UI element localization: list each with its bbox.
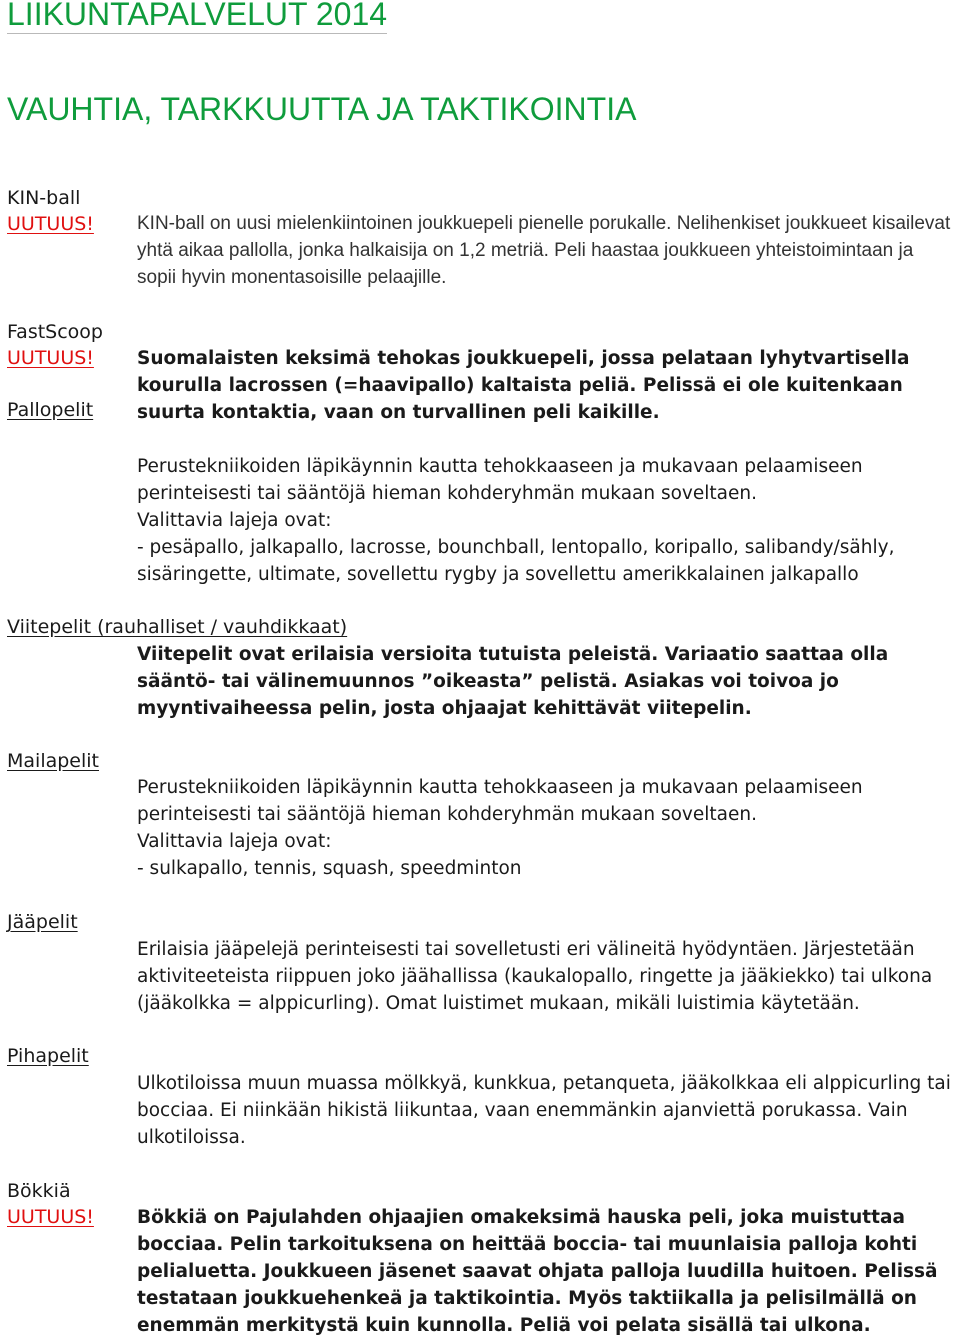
bokkia-label: Bökkiä — [7, 1180, 71, 1202]
pallopelit-list: - pesäpallo, jalkapallo, lacrosse, bounchball, lentopallo, koripallo, salibandy/sähly, sisäringette, ultimate, sovellettu rygby ja sovellettu amerikkalainen jalkapallo — [137, 537, 895, 585]
jaapelit-text: Erilaisia jääpelejä perinteisesti tai sovelletusti eri välineitä hyödyntäen. Järjestetään aktiviteeteista riippuen joko jäähallissa (kaukalopallo, ringette ja jääkiekko) tai ulkona (jääkolkka = alppicurling). Omat luistimet mukaan, mikäli luistimia käytetään. — [137, 939, 933, 1014]
pallopelit-intro: Perustekniikoiden läpikäynnin kautta tehokkaaseen ja mukavaan pelaamiseen perinteisesti tai sääntöjä hieman kohderyhmän mukaan soveltaen. — [137, 456, 863, 504]
fastscoop-label: FastScoop — [7, 321, 103, 343]
new-badge: UUTUUS! — [7, 213, 94, 235]
new-badge: UUTUUS! — [7, 347, 94, 369]
page-title: LIIKUNTAPALVELUT 2014 — [7, 0, 387, 33]
viitepelit-text: Viitepelit ovat erilaisia versioita tutuista peleistä. Variaatio saattaa olla sääntö- tai välinemuunnos ”oikeasta” pelistä. Asiakas voi toivoa jo myyntivaiheessa pelin, josta ohjaajat kehittävät viitepelin. — [137, 644, 889, 719]
page-subtitle: VAUHTIA, TARKKUUTTA JA TAKTIKOINTIA — [7, 91, 637, 127]
mailapelit-list: - sulkapallo, tennis, squash, speedminton — [137, 858, 522, 879]
mailapelit-choose: Valittavia lajeja ovat: — [137, 831, 332, 852]
mailapelit-intro: Perustekniikoiden läpikäynnin kautta tehokkaaseen ja mukavaan pelaamiseen perinteisesti tai sääntöjä hieman kohderyhmän mukaan soveltaen. — [137, 777, 863, 825]
kinball-label: KIN-ball — [7, 187, 81, 209]
pallopelit-label: Pallopelit — [7, 399, 94, 421]
kinball-text: KIN-ball on uusi mielenkiintoinen joukkuepeli pienelle porukalle. Nelihenkiset joukkueet kisailevat yhtä aikaa pallolla, jonka halkaisija on 1,2 metriä. Peli haastaa joukkueen yhteistoimintaan ja sopii hyvin monentasoisille pelaajille. — [137, 213, 951, 288]
fastscoop-text: Suomalaisten keksimä tehokas joukkuepeli, jossa pelataan lyhytvartisella kourulla lacrossen (=haavipallo) kaltaista peliä. Pelissä ei ole kuitenkaan suurta kontaktia, vaan on turvallinen peli kaikille. — [137, 348, 910, 423]
pihapelit-text: Ulkotiloissa muun muassa mölkkyä, kunkkua, petanqueta, jääkolkkaa eli alppicurling tai bocciaa. Ei niinkään hikistä liikuntaa, vaan enemmänkin ajanviettä porukassa. Vain ulkotiloissa. — [137, 1073, 951, 1148]
jaapelit-label: Jääpelit — [7, 911, 78, 933]
bokkia-text: Bökkiä on Pajulahden ohjaajien omakeksimä hauska peli, joka muistuttaa bocciaa. Pelin tarkoituksena on heittää boccia- tai muunlaisia palloja kohti pelialuetta. Joukkueen jäsenet saavat ohjata palloja luudilla huitoen. Pelissä testataan joukkuehenkeä ja taktikointia. Myös taktiikalla ja pelisilmällä on enemmän merkitystä kuin kunnolla. Peliä voi pelata sisällä tai ulkona. — [137, 1207, 938, 1336]
pallopelit-choose: Valittavia lajeja ovat: — [137, 510, 332, 531]
new-badge: UUTUUS! — [7, 1206, 94, 1228]
viitepelit-label: Viitepelit (rauhalliset / vauhdikkaat) — [7, 616, 348, 638]
mailapelit-label: Mailapelit — [7, 750, 99, 772]
pihapelit-label: Pihapelit — [7, 1045, 89, 1067]
